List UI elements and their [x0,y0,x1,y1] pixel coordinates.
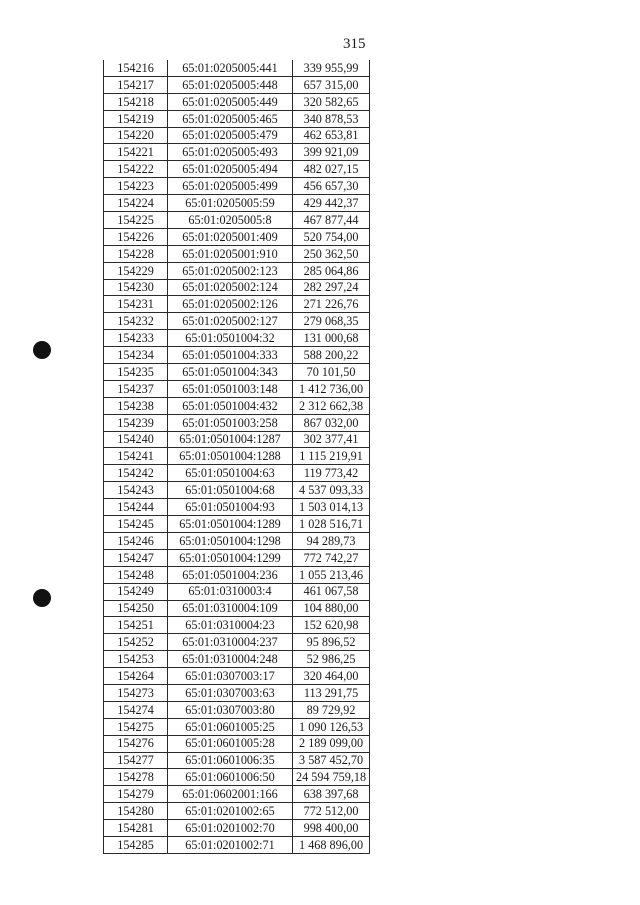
row-number-cell: 154243 [104,482,168,499]
cadastral-value-cell: 657 315,00 [293,76,370,93]
punch-hole-icon [33,341,51,359]
cadastral-value-cell: 456 657,30 [293,178,370,195]
table-row [104,431,370,448]
cadastral-number-cell: 65:01:0310004:23 [168,617,293,634]
row-number-cell: 154251 [104,617,168,634]
cadastral-value-cell: 1 055 213,46 [293,566,370,583]
table-row [104,93,370,110]
cadastral-value-cell: 285 064,86 [293,262,370,279]
cadastral-number-cell: 65:01:0601006:50 [168,769,293,786]
cadastral-number-cell: 65:01:0205002:123 [168,262,293,279]
cadastral-number-cell: 65:01:0205005:449 [168,93,293,110]
row-number-cell: 154280 [104,803,168,820]
table-row [104,279,370,296]
table-row [104,313,370,330]
cadastral-number-cell: 65:01:0310003:4 [168,583,293,600]
row-number-cell: 154244 [104,499,168,516]
cadastral-number-cell: 65:01:0601005:28 [168,735,293,752]
cadastral-value-cell: 271 226,76 [293,296,370,313]
table-row [104,684,370,701]
cadastral-number-cell: 65:01:0501004:343 [168,364,293,381]
cadastral-value-cell: 429 442,37 [293,195,370,212]
cadastral-value-cell: 1 503 014,13 [293,499,370,516]
table-row [104,347,370,364]
row-number-cell: 154218 [104,93,168,110]
cadastral-number-cell: 65:01:0205002:124 [168,279,293,296]
row-number-cell: 154232 [104,313,168,330]
cadastral-number-cell: 65:01:0307003:63 [168,684,293,701]
cadastral-number-cell: 65:01:0205005:441 [168,60,293,76]
cadastral-number-cell: 65:01:0310004:248 [168,651,293,668]
table-row [104,769,370,786]
row-number-cell: 154242 [104,465,168,482]
cadastral-value-table [103,60,370,854]
cadastral-value-cell: 131 000,68 [293,330,370,347]
table-row [104,110,370,127]
row-number-cell: 154239 [104,414,168,431]
cadastral-value-cell: 4 537 093,33 [293,482,370,499]
cadastral-number-cell: 65:01:0205005:59 [168,195,293,212]
cadastral-number-cell: 65:01:0501004:63 [168,465,293,482]
table-row [104,634,370,651]
table-row [104,144,370,161]
row-number-cell: 154246 [104,532,168,549]
cadastral-value-cell: 1 028 516,71 [293,516,370,533]
cadastral-number-cell: 65:01:0601006:35 [168,752,293,769]
table-row [104,228,370,245]
cadastral-value-cell: 279 068,35 [293,313,370,330]
cadastral-value-cell: 461 067,58 [293,583,370,600]
cadastral-value-cell: 340 878,53 [293,110,370,127]
table-row [104,414,370,431]
cadastral-value-cell: 1 115 219,91 [293,448,370,465]
cadastral-number-cell: 65:01:0501004:32 [168,330,293,347]
cadastral-number-cell: 65:01:0602001:166 [168,786,293,803]
row-number-cell: 154279 [104,786,168,803]
cadastral-value-cell: 482 027,15 [293,161,370,178]
table-row [104,161,370,178]
table-row [104,516,370,533]
row-number-cell: 154276 [104,735,168,752]
row-number-cell: 154221 [104,144,168,161]
table-row [104,465,370,482]
table-row [104,566,370,583]
cadastral-number-cell: 65:01:0205005:499 [168,178,293,195]
cadastral-value-cell: 772 742,27 [293,549,370,566]
cadastral-value-cell: 3 587 452,70 [293,752,370,769]
cadastral-number-cell: 65:01:0310004:237 [168,634,293,651]
table-row [104,60,370,76]
cadastral-number-cell: 65:01:0205005:479 [168,127,293,144]
row-number-cell: 154237 [104,380,168,397]
row-number-cell: 154235 [104,364,168,381]
cadastral-number-cell: 65:01:0501004:432 [168,397,293,414]
row-number-cell: 154281 [104,820,168,837]
row-number-cell: 154224 [104,195,168,212]
cadastral-value-cell: 339 955,99 [293,60,370,76]
cadastral-value-cell: 772 512,00 [293,803,370,820]
cadastral-number-cell: 65:01:0501004:1289 [168,516,293,533]
cadastral-number-cell: 65:01:0501004:68 [168,482,293,499]
row-number-cell: 154217 [104,76,168,93]
table-row [104,583,370,600]
cadastral-value-cell: 399 921,09 [293,144,370,161]
cadastral-number-cell: 65:01:0501004:1298 [168,532,293,549]
table-row [104,499,370,516]
row-number-cell: 154277 [104,752,168,769]
table-row [104,127,370,144]
row-number-cell: 154285 [104,836,168,853]
row-number-cell: 154238 [104,397,168,414]
row-number-cell: 154226 [104,228,168,245]
cadastral-value-cell: 302 377,41 [293,431,370,448]
row-number-cell: 154225 [104,212,168,229]
row-number-cell: 154249 [104,583,168,600]
cadastral-number-cell: 65:01:0501004:333 [168,347,293,364]
cadastral-number-cell: 65:01:0201002:71 [168,836,293,853]
row-number-cell: 154216 [104,60,168,76]
cadastral-value-cell: 282 297,24 [293,279,370,296]
cadastral-value-cell: 1 412 736,00 [293,380,370,397]
cadastral-number-cell: 65:01:0307003:80 [168,701,293,718]
row-number-cell: 154233 [104,330,168,347]
table-row [104,718,370,735]
row-number-cell: 154219 [104,110,168,127]
table-row [104,245,370,262]
table-row [104,448,370,465]
cadastral-value-cell: 320 464,00 [293,668,370,685]
row-number-cell: 154240 [104,431,168,448]
cadastral-value-cell: 152 620,98 [293,617,370,634]
cadastral-number-cell: 65:01:0501003:258 [168,414,293,431]
cadastral-value-cell: 70 101,50 [293,364,370,381]
cadastral-value-cell: 998 400,00 [293,820,370,837]
cadastral-value-cell: 2 312 662,38 [293,397,370,414]
row-number-cell: 154275 [104,718,168,735]
row-number-cell: 154273 [104,684,168,701]
cadastral-value-cell: 520 754,00 [293,228,370,245]
row-number-cell: 154250 [104,600,168,617]
cadastral-value-cell: 95 896,52 [293,634,370,651]
table-row [104,212,370,229]
cadastral-number-cell: 65:01:0201002:65 [168,803,293,820]
cadastral-number-cell: 65:01:0205005:494 [168,161,293,178]
cadastral-number-cell: 65:01:0205002:127 [168,313,293,330]
table-body [104,60,370,853]
row-number-cell: 154278 [104,769,168,786]
cadastral-value-cell: 1 090 126,53 [293,718,370,735]
row-number-cell: 154229 [104,262,168,279]
table-row [104,600,370,617]
table-row [104,651,370,668]
table-row [104,364,370,381]
cadastral-value-cell: 638 397,68 [293,786,370,803]
cadastral-value-cell: 104 880,00 [293,600,370,617]
table-row [104,786,370,803]
cadastral-number-cell: 65:01:0307003:17 [168,668,293,685]
table-row [104,76,370,93]
cadastral-number-cell: 65:01:0501004:1287 [168,431,293,448]
cadastral-value-cell: 320 582,65 [293,93,370,110]
cadastral-number-cell: 65:01:0501003:148 [168,380,293,397]
cadastral-number-cell: 65:01:0201002:70 [168,820,293,837]
table-row [104,836,370,853]
cadastral-value-cell: 1 468 896,00 [293,836,370,853]
cadastral-number-cell: 65:01:0205005:8 [168,212,293,229]
table-row [104,397,370,414]
cadastral-value-cell: 52 986,25 [293,651,370,668]
cadastral-number-cell: 65:01:0501004:1299 [168,549,293,566]
cadastral-number-cell: 65:01:0501004:236 [168,566,293,583]
row-number-cell: 154241 [104,448,168,465]
cadastral-value-cell: 2 189 099,00 [293,735,370,752]
row-number-cell: 154223 [104,178,168,195]
cadastral-value-cell: 89 729,92 [293,701,370,718]
row-number-cell: 154248 [104,566,168,583]
cadastral-number-cell: 65:01:0310004:109 [168,600,293,617]
table-row [104,330,370,347]
row-number-cell: 154231 [104,296,168,313]
table-row [104,617,370,634]
table-row [104,549,370,566]
table-row [104,701,370,718]
cadastral-value-cell: 113 291,75 [293,684,370,701]
row-number-cell: 154234 [104,347,168,364]
cadastral-number-cell: 65:01:0205005:493 [168,144,293,161]
cadastral-number-cell: 65:01:0501004:93 [168,499,293,516]
table-row [104,195,370,212]
table-row [104,820,370,837]
row-number-cell: 154245 [104,516,168,533]
cadastral-number-cell: 65:01:0205005:465 [168,110,293,127]
cadastral-number-cell: 65:01:0601005:25 [168,718,293,735]
row-number-cell: 154274 [104,701,168,718]
table-row [104,482,370,499]
row-number-cell: 154253 [104,651,168,668]
cadastral-number-cell: 65:01:0205002:126 [168,296,293,313]
table-row [104,668,370,685]
page-number: 315 [343,36,366,52]
cadastral-value-cell: 94 289,73 [293,532,370,549]
row-number-cell: 154228 [104,245,168,262]
table-row [104,752,370,769]
cadastral-value-cell: 24 594 759,18 [293,769,370,786]
row-number-cell: 154247 [104,549,168,566]
cadastral-number-cell: 65:01:0205005:448 [168,76,293,93]
cadastral-value-cell: 467 877,44 [293,212,370,229]
cadastral-number-cell: 65:01:0205001:910 [168,245,293,262]
cadastral-value-cell: 462 653,81 [293,127,370,144]
punch-hole-icon [33,589,51,607]
cadastral-value-cell: 867 032,00 [293,414,370,431]
row-number-cell: 154264 [104,668,168,685]
table-row [104,735,370,752]
row-number-cell: 154220 [104,127,168,144]
cadastral-value-cell: 588 200,22 [293,347,370,364]
table-row [104,262,370,279]
table-row [104,178,370,195]
cadastral-number-cell: 65:01:0501004:1288 [168,448,293,465]
table-row [104,803,370,820]
cadastral-value-cell: 119 773,42 [293,465,370,482]
table-row [104,532,370,549]
row-number-cell: 154222 [104,161,168,178]
table-row [104,380,370,397]
row-number-cell: 154230 [104,279,168,296]
cadastral-value-cell: 250 362,50 [293,245,370,262]
table-row [104,296,370,313]
cadastral-number-cell: 65:01:0205001:409 [168,228,293,245]
row-number-cell: 154252 [104,634,168,651]
